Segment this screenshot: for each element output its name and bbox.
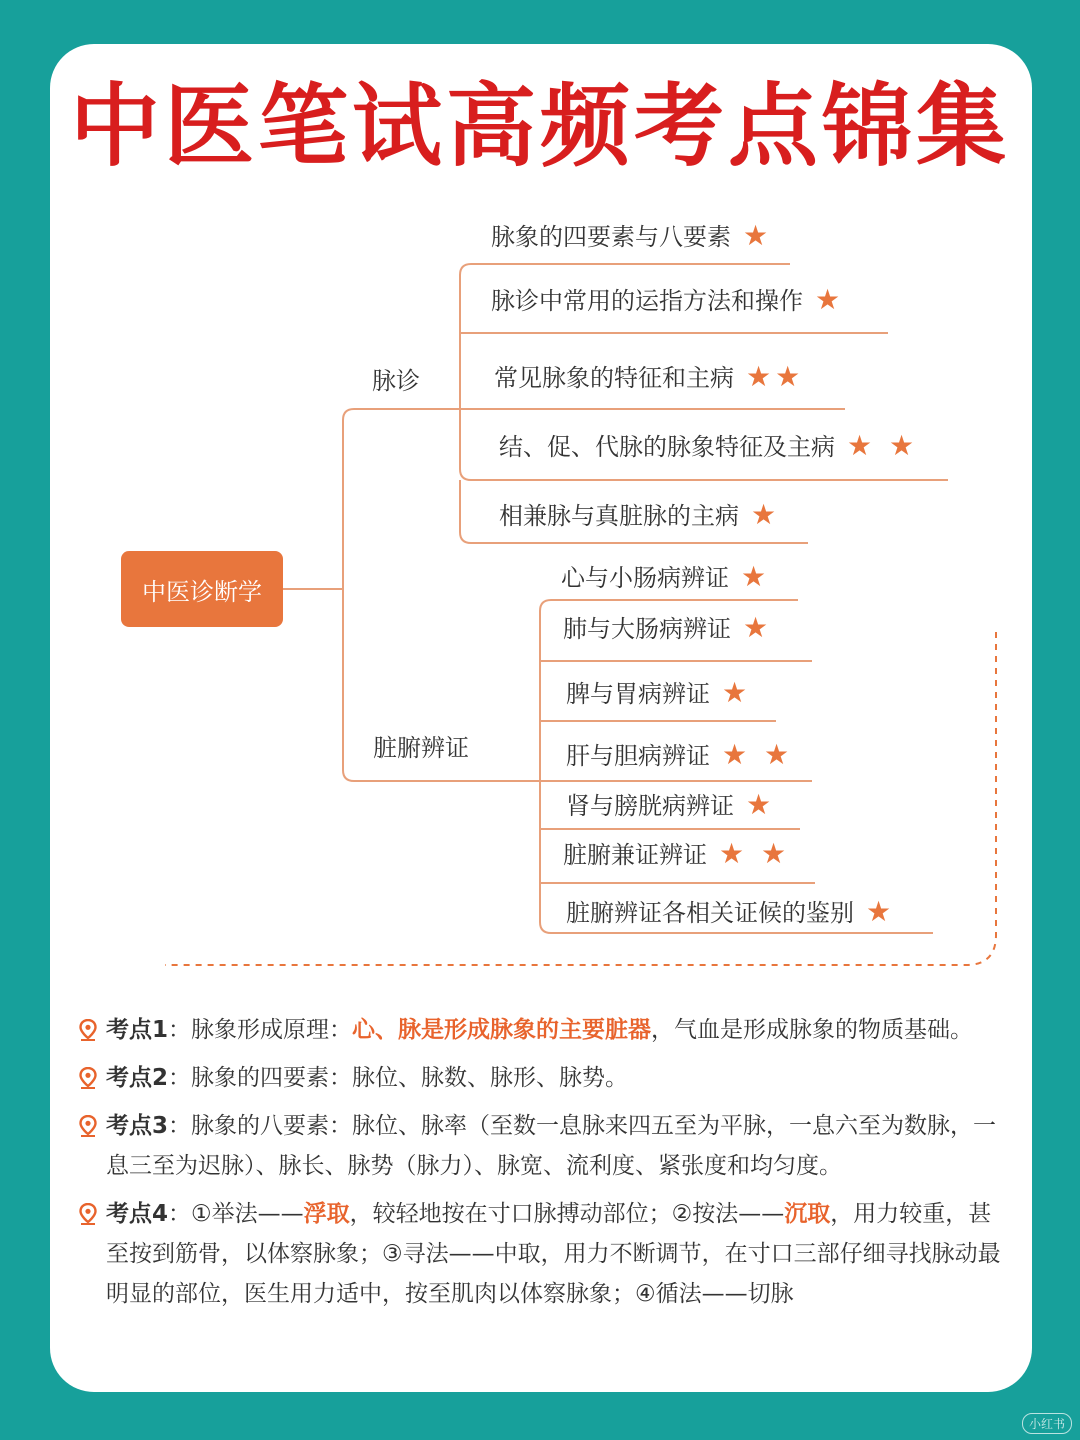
leaf-item: 相兼脉与真脏脉的主病 ★ bbox=[499, 498, 781, 531]
star-icon: ★ ★ bbox=[722, 738, 794, 771]
point-text: ，气血是形成脉象的物质基础。 bbox=[651, 1017, 974, 1043]
leaf-item: 心与小肠病辨证 ★ bbox=[561, 560, 771, 593]
exam-point-label: 考点3 bbox=[106, 1113, 169, 1139]
leaf-item: 脏腑兼证辨证 ★ ★ bbox=[563, 837, 791, 870]
star-icon: ★ bbox=[815, 283, 845, 316]
location-pin-icon bbox=[78, 1019, 98, 1041]
leaf-item: 脉象的四要素与八要素 ★ bbox=[491, 219, 773, 252]
point-text: ：①举法—— bbox=[168, 1201, 304, 1227]
highlight-text: 沉取 bbox=[784, 1201, 831, 1227]
leaf-item: 脏腑辨证各相关证候的鉴别 ★ bbox=[566, 895, 896, 928]
mindmap-root: 中医诊断学 bbox=[121, 551, 283, 627]
point-text: ：脉象的四要素：脉位、脉数、脉形、脉势。 bbox=[168, 1065, 629, 1091]
leaf-item: 肺与大肠病辨证 ★ bbox=[563, 611, 773, 644]
star-icon: ★ ★ bbox=[719, 837, 791, 870]
exam-point-1 bbox=[78, 1010, 1003, 1050]
exam-point-label: 考点4 bbox=[106, 1201, 169, 1227]
star-icon: ★ bbox=[741, 560, 771, 593]
star-icon: ★ bbox=[746, 788, 776, 821]
point-text: ，用力较重，甚至按到筋骨，以体察脉象；③寻法——中取，用力不断调节，在寸口三部仔细寻找脉动最明显的部位，医生用力适中，按至肌肉以体察脉象；④循法——切脉 bbox=[106, 1201, 1001, 1307]
point-text: ：脉象的八要素：脉位、脉率（至数一息脉来四五至为平脉，一息六至为数脉，一息三至为迟脉）、脉长、脉势（脉力）、脉宽、流利度、紧张度和均匀度。 bbox=[106, 1113, 997, 1179]
branch-zangfu: 脏腑辨证 bbox=[373, 734, 469, 762]
exam-point-4 bbox=[78, 1194, 1003, 1314]
star-icon: ★★ bbox=[746, 360, 805, 393]
location-pin-icon bbox=[78, 1067, 98, 1089]
leaf-item: 常见脉象的特征和主病 ★★ bbox=[494, 360, 805, 393]
page-title: 中医笔试高频考点锦集 bbox=[70, 74, 1010, 179]
star-icon: ★ bbox=[743, 219, 773, 252]
location-pin-icon bbox=[78, 1203, 98, 1225]
leaf-item: 脾与胃病辨证 ★ bbox=[566, 676, 752, 709]
leaf-item: 肝与胆病辨证 ★ ★ bbox=[566, 738, 794, 771]
highlight-text: 浮取 bbox=[303, 1201, 350, 1227]
exam-points-list bbox=[78, 1010, 1003, 1322]
location-pin-icon bbox=[78, 1115, 98, 1137]
leaf-item: 肾与膀胱病辨证 ★ bbox=[566, 788, 776, 821]
point-text: ：脉象形成原理： bbox=[168, 1017, 353, 1043]
exam-point-2 bbox=[78, 1058, 1003, 1098]
point-text: ，较轻地按在寸口脉搏动部位；②按法—— bbox=[349, 1201, 785, 1227]
exam-point-label: 考点2 bbox=[106, 1065, 169, 1091]
star-icon: ★ bbox=[751, 498, 781, 531]
leaf-item: 结、促、代脉的脉象特征及主病 ★ ★ bbox=[499, 429, 919, 462]
star-icon: ★ bbox=[866, 895, 896, 928]
star-icon: ★ bbox=[743, 611, 773, 644]
watermark: 小红书 bbox=[1022, 1413, 1072, 1434]
exam-point-3 bbox=[78, 1106, 1003, 1186]
leaf-item: 脉诊中常用的运指方法和操作 ★ bbox=[491, 283, 845, 316]
highlight-text: 心、脉是形成脉象的主要脏器 bbox=[352, 1017, 652, 1043]
star-icon: ★ ★ bbox=[847, 429, 919, 462]
star-icon: ★ bbox=[722, 676, 752, 709]
exam-point-label: 考点1 bbox=[106, 1017, 169, 1043]
branch-maizhen: 脉诊 bbox=[372, 367, 420, 395]
